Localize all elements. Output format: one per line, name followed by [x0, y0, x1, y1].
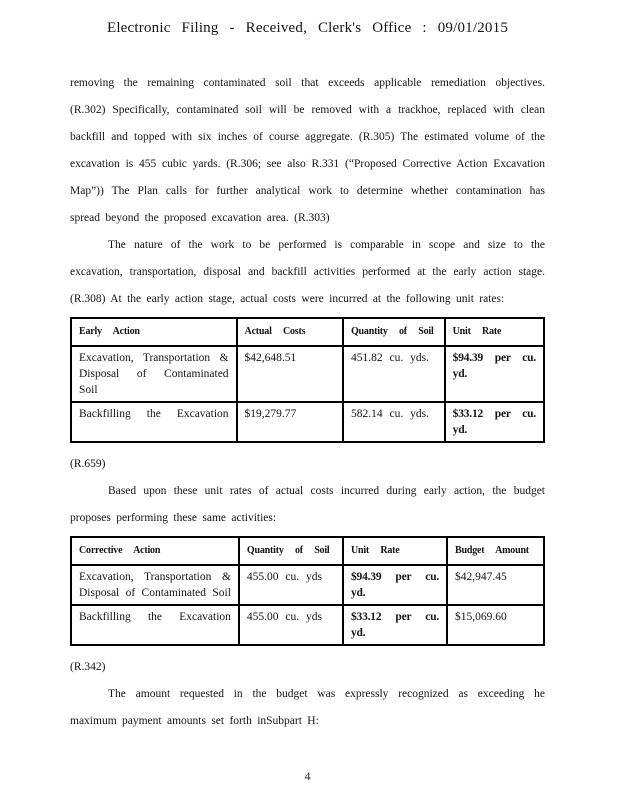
cell-activity: Backfilling the Excavation	[71, 605, 239, 645]
table-row	[71, 346, 544, 402]
table-row	[71, 605, 544, 645]
paragraph-amount-requested: The amount requested in the budget was expressly recognized as exceeding he maximum payment amounts set forth inSubpart H:	[70, 688, 545, 727]
record-citation-r342: (R.342)	[70, 661, 106, 673]
record-citation-r659: (R.659)	[70, 458, 106, 470]
cell-unit-rate: $94.39 per cu. yd.	[343, 565, 447, 605]
column-header-budget-amount: Budget Amount	[447, 537, 544, 565]
table-row	[71, 565, 544, 605]
cell-unit-rate: $94.39 per cu. yd.	[445, 346, 544, 402]
cell-quantity: 455.00 cu. yds	[239, 605, 343, 645]
spacer	[70, 443, 545, 451]
cell-actual-cost: $42,648.51	[237, 346, 343, 402]
cell-budget-amount: $42,947.45	[447, 565, 544, 605]
spacer	[70, 646, 545, 654]
filing-stamp-header: Electronic Filing - Received, Clerk's Office : 09/01/2015	[106, 20, 509, 36]
early-action-costs-table	[70, 317, 545, 443]
paragraph-budget-proposes: Based upon these unit rates of actual costs incurred during early action, the budget proposes performing these same activities:	[70, 485, 545, 524]
column-header-unit-rate: Unit Rate	[343, 537, 447, 565]
corrective-action-budget-table	[70, 536, 545, 646]
page-number: 4	[304, 769, 311, 783]
cell-unit-rate: $33.12 per cu. yd.	[445, 402, 544, 442]
table-header-row	[71, 318, 544, 346]
table-header-row	[71, 537, 544, 565]
paragraph-remediation-objectives: removing the remaining contaminated soil that exceeds applicable remediation objectives. (R.302) Specifically, contaminated soil will be removed with a trackhoe, replaced with clean backfill and topped with six inches of course aggregate. (R.305) The estimated volume of the excavation is 455 cubic yards. (R.306; see also R.331 (“Proposed Corrective Action Excavation Map”)) The Plan calls for further analytical work to determine whether contamination has spread beyond the proposed excavation area. (R.303)	[70, 77, 545, 224]
cell-quantity: 582.14 cu. yds.	[343, 402, 445, 442]
paragraph-nature-of-work: The nature of the work to be performed is comparable in scope and size to the excavation, transportation, disposal and backfill activities performed at the early action stage. (R.308) At the early action stage, actual costs were incurred at the following unit rates:	[70, 239, 545, 305]
column-header-actual-costs: Actual Costs	[237, 318, 343, 346]
cell-activity: Excavation, Transportation & Disposal of Contaminated Soil	[71, 565, 239, 605]
column-header-quantity-of-soil: Quantity of Soil	[343, 318, 445, 346]
cell-activity: Backfilling the Excavation	[71, 402, 237, 442]
cell-quantity: 455.00 cu. yds	[239, 565, 343, 605]
cell-budget-amount: $15,069.60	[447, 605, 544, 645]
column-header-unit-rate: Unit Rate	[445, 318, 544, 346]
column-header-early-action: Early Action	[71, 318, 237, 346]
cell-actual-cost: $19,279.77	[237, 402, 343, 442]
cell-quantity: 451.82 cu. yds.	[343, 346, 445, 402]
cell-unit-rate: $33.12 per cu. yd.	[343, 605, 447, 645]
column-header-quantity-of-soil: Quantity of Soil	[239, 537, 343, 565]
column-header-corrective-action: Corrective Action	[71, 537, 239, 565]
table-row	[71, 402, 544, 442]
cell-activity: Excavation, Transportation & Disposal of Contaminated Soil	[71, 346, 237, 402]
